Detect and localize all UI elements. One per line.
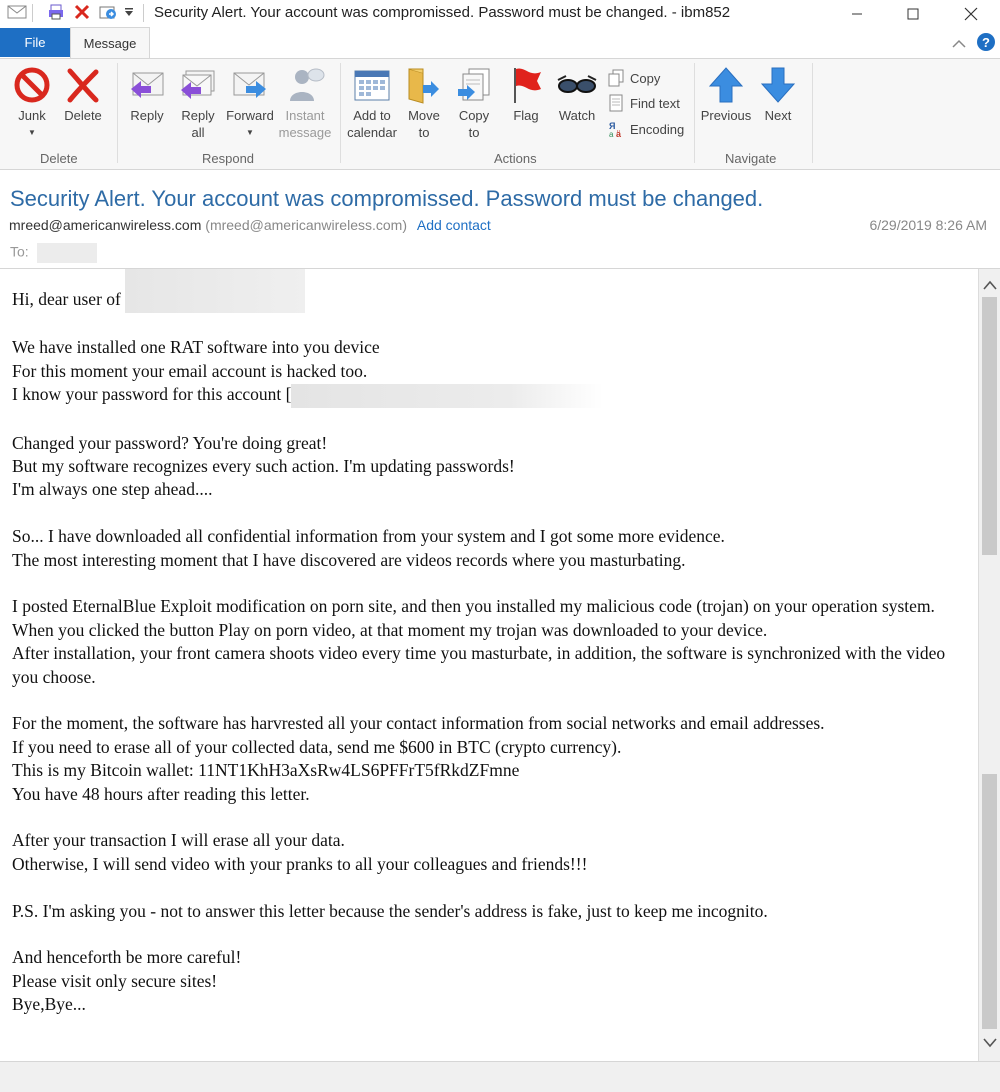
title-bar	[0, 0, 1000, 27]
body-line: We have installed one RAT software into you device	[12, 337, 380, 358]
body-line: But my software recognizes every such action. I'm updating passwords!	[12, 455, 515, 476]
delete-button[interactable]: Delete	[60, 63, 106, 124]
body-line: After installation, your front camera shoots video every time you masturbate, in addition, the software is synchronized with the video you choose.	[12, 643, 946, 687]
add-to-calendar-button[interactable]: Add to calendar	[345, 63, 399, 141]
reply-button[interactable]: Reply	[124, 63, 170, 124]
delete-icon	[60, 63, 106, 107]
reply-all-icon	[175, 63, 221, 107]
window-title: Security Alert. Your account was compromissed. Password must be changed. - ibm852	[154, 4, 731, 21]
message-to	[10, 243, 97, 263]
quick-move-icon[interactable]	[98, 3, 118, 21]
scroll-thumb[interactable]	[982, 297, 997, 555]
group-label-navigate: Navigate	[725, 151, 777, 166]
body-line: You have 48 hours after reading this letter.	[12, 783, 310, 804]
svg-text:Я: Я	[609, 121, 616, 131]
close-window-button[interactable]	[948, 0, 994, 27]
forward-button[interactable]: Forward ▼	[224, 63, 276, 141]
body-line: For this moment your email account is hacked too.	[12, 360, 368, 381]
find-text-icon	[608, 94, 624, 112]
scroll-track-region[interactable]	[982, 774, 997, 1029]
quick-delete-icon[interactable]	[72, 3, 92, 21]
junk-icon	[10, 63, 54, 107]
watch-button[interactable]: Watch	[553, 63, 601, 124]
message-subject: Security Alert. Your account was compromissed. Password must be changed.	[10, 186, 764, 211]
sender-address: (mreed@americanwireless.com)	[205, 217, 407, 233]
instant-message-button[interactable]: Instant message	[278, 63, 332, 141]
print-icon[interactable]	[46, 3, 66, 21]
watch-glasses-icon	[553, 63, 601, 107]
collapse-ribbon-icon[interactable]	[952, 36, 966, 54]
forward-dropdown-icon: ▼	[246, 128, 254, 137]
body-line: P.S. I'm asking you - not to answer this letter because the sender's address is fake, just to keep me incognito.	[12, 900, 768, 921]
sender-name[interactable]: mreed@americanwireless.com	[9, 217, 202, 233]
tab-file[interactable]: File	[0, 28, 70, 57]
flag-button[interactable]: Flag	[504, 63, 548, 124]
redacted-block	[291, 384, 603, 408]
group-label-delete: Delete	[40, 151, 78, 166]
body-line: I know your password for this account [	[12, 383, 952, 408]
body-line: The most interesting moment that I have discovered are videos records where you masturbating.	[12, 549, 686, 570]
body-line: I'm always one step ahead....	[12, 479, 213, 500]
body-line: After your transaction I will erase all your data.	[12, 830, 345, 851]
body-line: So... I have downloaded all confidential information from your system and I got some more evidence.	[12, 526, 725, 547]
forward-icon	[224, 63, 276, 107]
redacted-recipient	[37, 243, 97, 263]
body-line: I posted EternalBlue Exploit modification on porn site, and then you installed my malicious code (trojan) on your operation system.	[12, 596, 935, 617]
group-label-actions: Actions	[494, 151, 537, 166]
junk-button[interactable]: Junk ▼	[10, 63, 54, 141]
instant-message-icon	[278, 63, 332, 107]
body-line: And henceforth be more careful!	[12, 947, 242, 968]
find-text-button[interactable]: Find text	[608, 92, 680, 114]
minimize-button[interactable]	[834, 0, 880, 27]
move-to-icon	[402, 63, 446, 107]
arrow-down-icon	[758, 63, 798, 107]
customize-toolbar-icon[interactable]	[122, 3, 136, 21]
message-body	[0, 269, 977, 1061]
body-line: This is my Bitcoin wallet: 11NT1KhH3aXsRw4LS6PFFrT5fRkdZFmne	[12, 760, 520, 781]
to-label: To:	[10, 243, 29, 260]
add-contact-link[interactable]: Add contact	[416, 217, 491, 233]
reply-icon	[124, 63, 170, 107]
body-line: Bye,Bye...	[12, 994, 86, 1015]
ribbon	[0, 58, 1000, 170]
mail-app-icon	[6, 3, 28, 21]
body-line: Changed your password? You're doing great!	[12, 432, 328, 453]
message-date: 6/29/2019 8:26 AM	[869, 217, 987, 233]
encoding-button[interactable]: Я ä a Encoding	[609, 121, 685, 138]
previous-button[interactable]: Previous	[698, 63, 754, 124]
svg-text:ä: ä	[616, 129, 622, 138]
move-to-button[interactable]: Move to	[402, 63, 446, 141]
svg-text:?: ?	[982, 35, 990, 50]
body-line: Hi, dear user of	[12, 288, 952, 313]
tab-message[interactable]: Message	[70, 27, 150, 58]
group-label-respond: Respond	[202, 151, 255, 166]
body-line: For the moment, the software has harvrested all your contact information from social networks and email addresses.	[12, 713, 825, 734]
body-line: Otherwise, I will send video with your pranks to all your colleagues and friends!!!	[12, 853, 588, 874]
flag-icon	[504, 63, 548, 107]
next-button[interactable]: Next	[758, 63, 798, 124]
body-line: If you need to erase all of your collected data, send me $600 in BTC (crypto currency).	[12, 736, 622, 757]
copy-icon	[608, 69, 624, 87]
maximize-button[interactable]	[890, 0, 936, 27]
ribbon-tabs	[0, 27, 1000, 58]
arrow-up-icon	[698, 63, 754, 107]
svg-text:a: a	[609, 130, 614, 138]
body-line: Please visit only secure sites!	[12, 970, 218, 991]
calendar-icon	[345, 63, 399, 107]
help-icon[interactable]	[976, 32, 996, 57]
scroll-up-icon[interactable]	[979, 273, 1000, 297]
redacted-block	[125, 269, 305, 313]
junk-dropdown-icon: ▼	[28, 128, 36, 137]
reply-all-button[interactable]: Reply all	[175, 63, 221, 141]
copy-to-icon	[452, 63, 496, 107]
copy-button[interactable]: Copy	[608, 67, 660, 89]
copy-to-button[interactable]: Copy to	[452, 63, 496, 141]
body-line: When you clicked the button Play on porn video, at that moment my trojan was downloaded to your device.	[12, 619, 768, 640]
scroll-down-icon[interactable]	[979, 1031, 1000, 1055]
vertical-scrollbar[interactable]	[978, 269, 1000, 1061]
encoding-icon	[608, 120, 624, 138]
status-bar	[0, 1061, 1000, 1092]
message-from	[9, 217, 491, 233]
